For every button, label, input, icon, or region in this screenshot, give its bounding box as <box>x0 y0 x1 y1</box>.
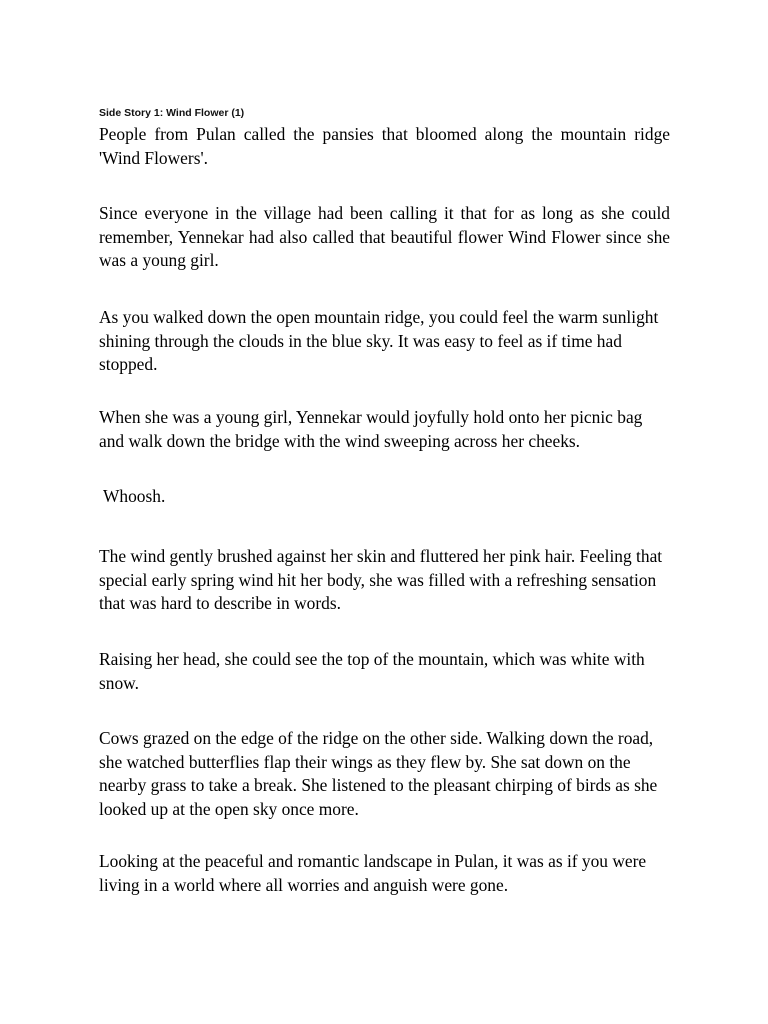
paragraph-1: People from Pulan called the pansies that bloomed along the mountain ridge 'Wind Flowers'. <box>99 124 670 168</box>
paragraph-7: Raising her head, she could see the top of the mountain, which was white with snow. <box>99 649 645 693</box>
chapter-heading: Side Story 1: Wind Flower (1) <box>99 107 245 119</box>
paragraph-2: Since everyone in the village had been calling it that for as long as she could remember, Yennekar had also called that beautiful flower Wind Flower since she was a young girl. <box>99 203 670 270</box>
paragraph-8: Cows grazed on the edge of the ridge on the other side. Walking down the road, she watched butterflies flap their wings as they flew by. She sat down on the nearby grass to take a break. She listened to the pleasant chirping of birds as she looked up at the open sky once more. <box>99 728 658 819</box>
paragraph-4: When she was a young girl, Yennekar would joyfully hold onto her picnic bag and walk down the bridge with the wind sweeping across her cheeks. <box>99 407 643 451</box>
paragraph-9: Looking at the peaceful and romantic landscape in Pulan, it was as if you were living in a world where all worries and anguish were gone. <box>99 851 647 895</box>
paragraph-5: Whoosh. <box>103 486 166 506</box>
paragraph-6: The wind gently brushed against her skin and fluttered her pink hair. Feeling that special early spring wind hit her body, she was filled with a refreshing sensation that was hard to describe in words. <box>99 546 663 613</box>
paragraph-3: As you walked down the open mountain ridge, you could feel the warm sunlight shining through the clouds in the blue sky. It was easy to feel as if time had stopped. <box>99 307 659 374</box>
